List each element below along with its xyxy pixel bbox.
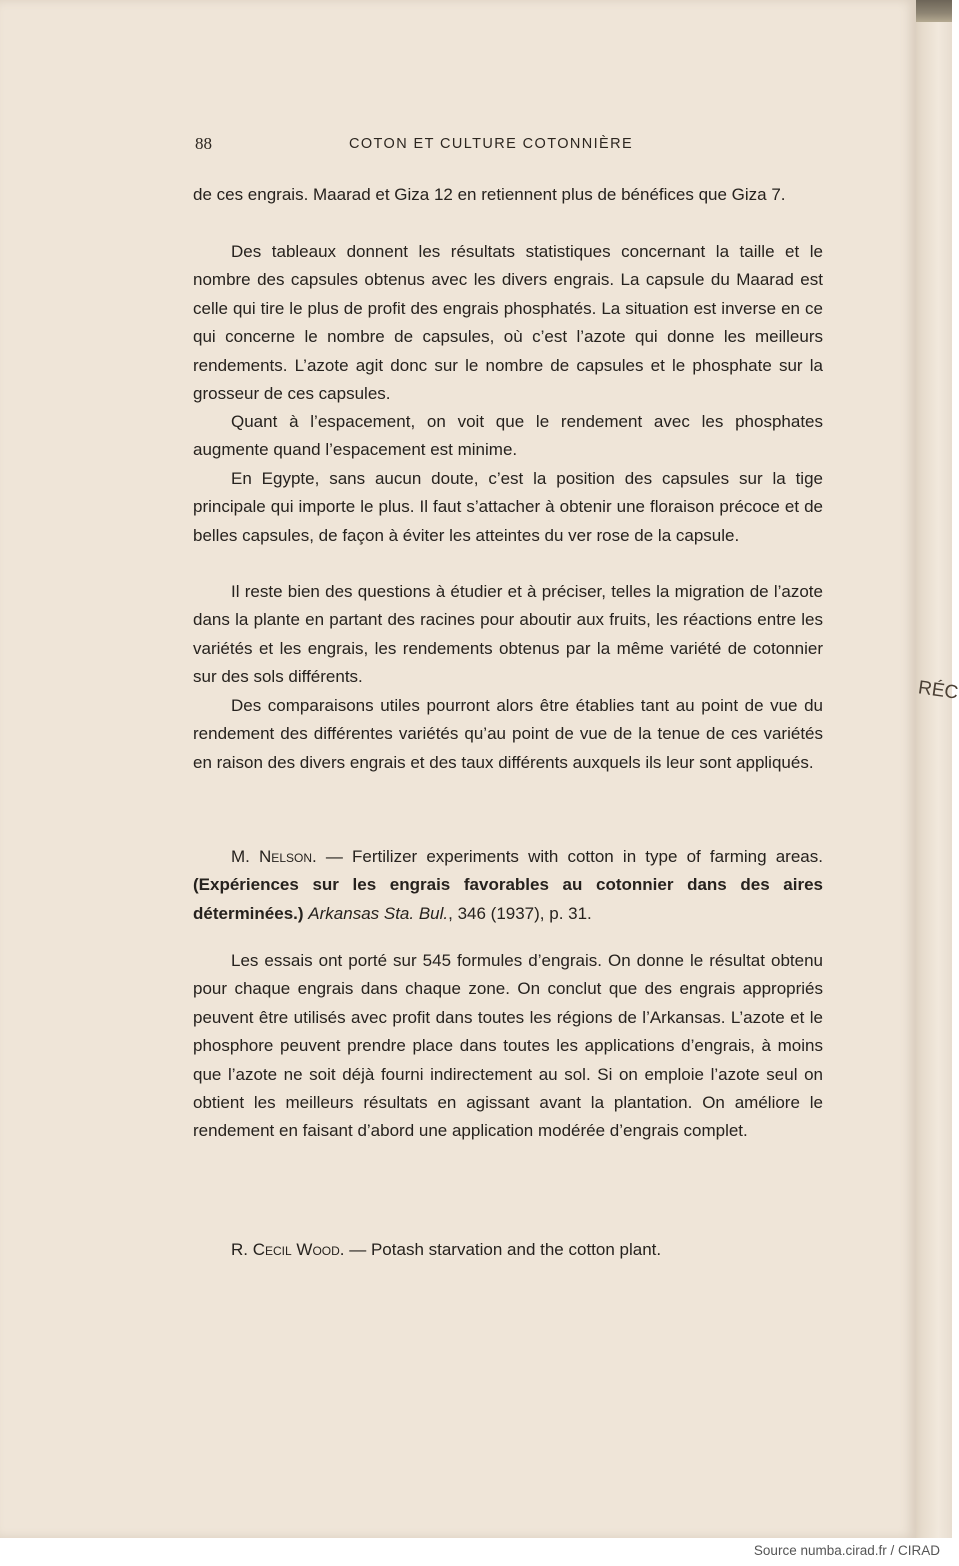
reference-details: , 346 (1937), p. 31. [448,903,592,923]
paragraph-1: de ces engrais. Maarad et Giza 12 en retiennent plus de bénéfices que Giza 7. [193,185,786,204]
reference-wood-title: Potash starvation and the cotton plant. [370,1240,662,1259]
paragraph-3: Quant à l’espacement, on voit que le rendement avec les phosphates augmente quand l’espacement est minime. [193,412,823,460]
reference-wood-dash: — [344,1240,371,1259]
summary-nelson: Les essais ont porté sur 545 formules d’engrais. On donne le résultat obtenu pour chaque engrais dans chaque zone. On conclut que des engrais appropriés peuvent être utilisés avec profit dans toutes les régions de l’Arkansas. L’azote et le phosphore peuvent prendre place dans toutes les applications d’engrais, à moins que l’azote ne soit déjà fourni indirectement au sol. Si on emploie l’azote seul on obtient les meilleurs résultats en agissant avant la plantation. On améliore le rendement en faisant d’abord une application modérée d’engrais complet. [193,951,823,1141]
reference-wood-author: R. Cecil Wood. [231,1240,345,1259]
paragraph-5: Il reste bien des questions à étudier et à préciser, telles la migration de l’azote dans la plante en partant des racines pour aboutir aux fruits, les réactions entre les variétés et les engrais, les rendements obtenus par la même variété de cotonnier sur des sols différents. [193,582,823,687]
source-credit: Source numba.cirad.fr / CIRAD [753,1543,940,1558]
reference-nelson [193,843,823,928]
reference-title-fr: (Expériences sur les engrais favorables au cotonnier dans des aires déterminées.) [193,875,823,923]
next-page-edge-text: RÉC [916,677,959,704]
paragraph-4: En Egypte, sans aucun doute, c’est la position des capsules sur la tige principale qui importe le plus. Il faut s’attacher à obtenir une floraison précoce et de belles capsules, de façon à éviter les atteintes du ver rose de la capsule. [193,469,823,545]
page-header [195,134,823,160]
reference-wood [193,1236,823,1264]
running-title: COTON ET CULTURE COTONNIÈRE [349,136,634,152]
page-number: 88 [195,134,212,153]
paragraph-2: Des tableaux donnent les résultats statistiques concernant la taille et le nombre des capsules obtenus avec les divers engrais. La capsule du Maarad est celle qui tire le plus de profit des engrais phosphatés. La situation est inverse en ce qui concerne le nombre de capsules, où c’est l’azote qui donne les meilleurs rendements. L’azote agit donc sur le nombre de capsules et le phosphate sur la grosseur de ces capsules. [193,242,823,404]
reference-journal: Arkansas Sta. Bul. [308,903,449,923]
reference-title-en: Fertilizer experiments with cotton in type of farming areas. [352,847,823,866]
reference-dash: — [316,847,353,866]
paragraph-6: Des comparaisons utiles pourront alors être établies tant au point de vue du rendement des différentes variétés qu’au point de vue de la tenue de ces variétés en raison des divers engrais et des taux différents auxquels ils leur sont appliqués. [193,696,823,772]
reference-author: M. Nelson. [231,847,317,866]
